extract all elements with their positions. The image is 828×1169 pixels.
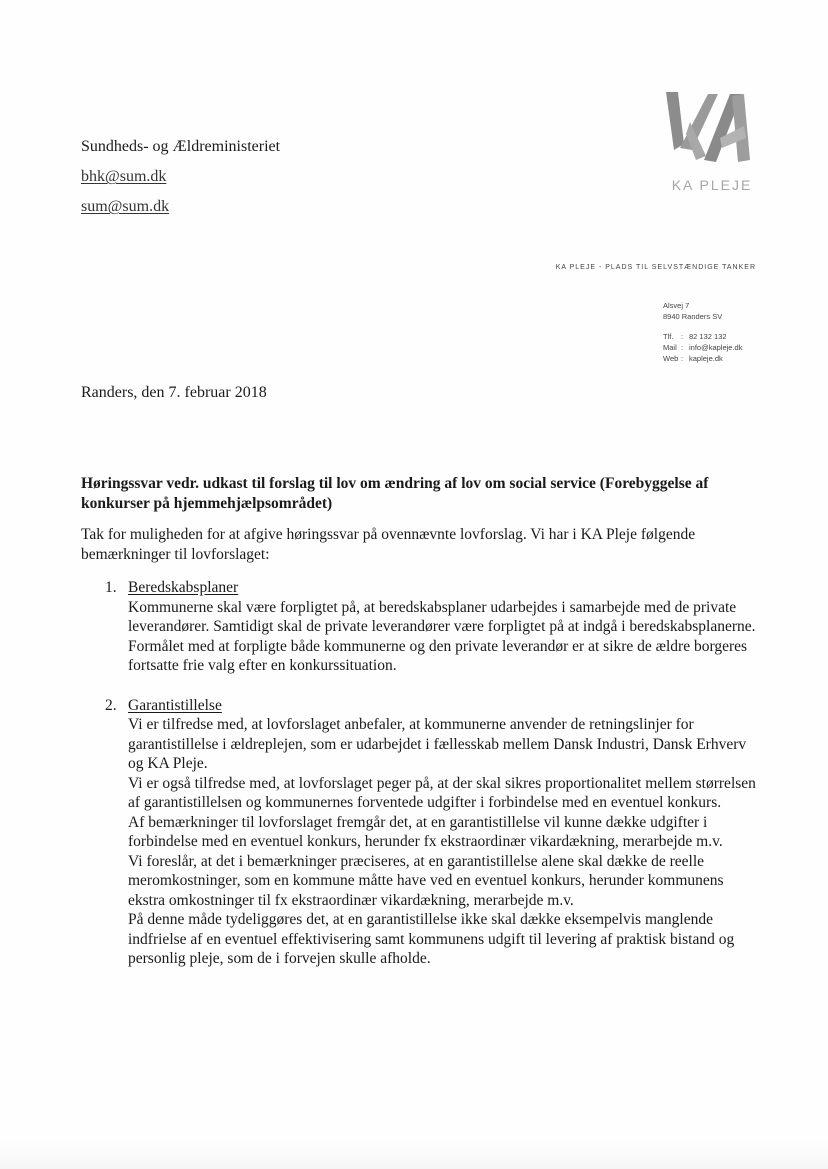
list-item-paragraph: På denne måde tydeliggøres det, at en garantistillelse ikke skal dække eksempelvis manglende indfrielse af en eventuel effektivisering samt kommunens udgift til levering af praktisk bistand og personlig pleje, som de i forvejen skulle afholde. <box>128 911 735 967</box>
logo-wordmark: KA PLEJE <box>671 177 753 193</box>
phone-value: 82 132 132 <box>689 332 727 341</box>
web-value[interactable]: kapleje.dk <box>689 354 723 363</box>
list-item-number: 2. <box>105 696 117 714</box>
list-item-paragraph: Formålet med at forpligte både kommunerne og den private leverandør er at sikre de ældre borgeres fortsatte frie valg efter en konkurssituation. <box>128 637 748 674</box>
list-item-number: 1. <box>105 579 117 596</box>
list-item <box>81 696 761 969</box>
sender-address-line: 8940 Randers SV <box>663 312 723 321</box>
web-label: Web <box>663 354 679 363</box>
separator: : <box>681 354 684 363</box>
phone-label: Tlf. <box>663 332 674 341</box>
letter-date: Randers, den 7. februar 2018 <box>81 384 267 401</box>
list-item-heading: Beredskabsplaner <box>128 579 239 596</box>
company-tagline: KA PLEJE - PLADS TIL SELVSTÆNDIGE TANKER <box>555 264 756 271</box>
sender-mail-row <box>663 342 742 353</box>
list-item-paragraph: Vi er tilfredse med, at lovforslaget anbefaler, at kommunerne anvender de retningslinjer for garantistillelse i ældreplejen, som er udarbejdet i fællesskab mellem Dansk Industri, Dansk Erhverv og KA Pleje. <box>128 716 747 772</box>
recipient-email-link[interactable]: sum@sum.dk <box>81 198 170 215</box>
sender-phone-row <box>663 331 742 342</box>
scan-edge-shadow <box>0 1140 828 1169</box>
mail-value[interactable]: info@kapleje.dk <box>689 343 743 352</box>
letter-subject: Høringssvar vedr. udkast til forslag til lov om ændring af lov om social service (Forebyggelse af konkurser på hjemmehjælpsområdet) <box>81 475 709 512</box>
letter-intro: Tak for muligheden for at afgive høringssvar på ovennævnte lovforslag. Vi har i KA Pleje følgende bemærkninger til lovforslaget: <box>81 526 696 563</box>
sender-address-line: Alsvej 7 <box>663 301 690 310</box>
recipient-email-link[interactable]: bhk@sum.dk <box>81 168 167 185</box>
list-item-paragraph: Vi er også tilfredse med, at lovforslaget peger på, at der skal sikres proportionalitet mellem størrelsen af garantistillelsen og kommunernes forventede udgifter i forbindelse med en eventuel konkurs. <box>128 774 756 811</box>
recipient-block <box>81 139 280 229</box>
list-item-paragraph: Kommunerne skal være forpligtet på, at beredskabsplaner udarbejdes i samarbejde med de private leverandører. Samtidigt skal de private leverandører være forpligtet på at indgå i beredskabsplanerne. <box>128 598 756 635</box>
separator: : <box>681 332 684 341</box>
mail-label: Mail <box>663 343 677 352</box>
sender-contact-block <box>663 300 742 364</box>
list-item <box>81 578 761 676</box>
sender-web-row <box>663 353 742 364</box>
recipient-name: Sundheds- og Ældreministeriet <box>81 138 281 155</box>
list-item-heading: Garantistillelse <box>128 696 222 714</box>
list-item-paragraph: Vi foreslår, at det i bemærkninger præciseres, at en garantistillelse alene skal dække de reelle meromkostninger, som en kommune måtte have ved en eventuel konkurs, herunder kommunens ekstra omkostninger til fx ekstraordinær vikardækning, merarbejde m.v. <box>128 852 724 909</box>
list-item-paragraph: Af bemærkninger til lovforslaget fremgår det, at en garantistillelse vil kunne dække udgifter i forbindelse med en eventuel konkurs, herunder fx ekstraordinær vikardækning, merarbejde m.v. <box>128 813 723 850</box>
separator: : <box>681 343 684 352</box>
letter-body <box>81 474 761 989</box>
